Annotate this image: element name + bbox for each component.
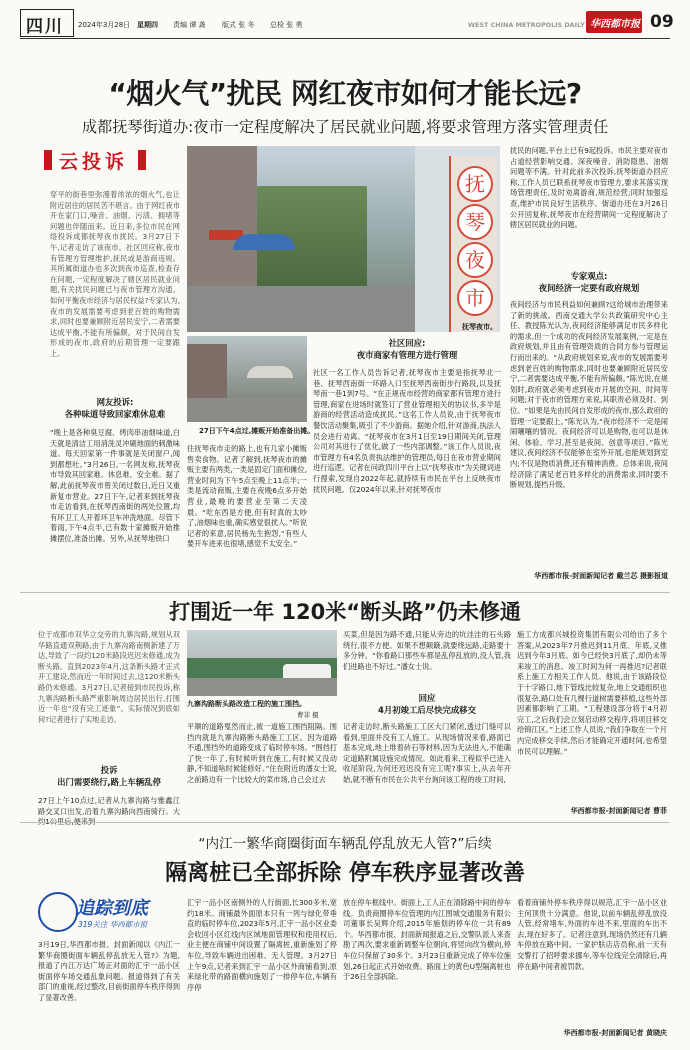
section-rule-2 [20,822,670,823]
photo-night-market [187,146,500,332]
byline-1: 华西都市报-封面新闻记者 戴兰芯 摄影报道 [534,572,668,580]
a2-col3-sub: 回应 4月初竣工后尽快完成移交 [378,693,476,715]
a3-col2-text: 汇宇一品小区南侧外的人行街面,长300多米,宽约18米。商铺最外面原本只有一列与绿化带垂直的临时停车位,2023年5月,汇宇一品小区业委会收回小区红线内区域地面管理权和使用权后,业主便在商铺中间设置了隔离桩,重新施划了停车位,导致车辆进出困难、无人管理。3月27日上午9点,记者来到汇宇一品小区外商铺看到,原来绿化带的路面横向施划了一排停车位,车辆有序停 [187,898,337,992]
sign-char-2: 琴 [457,204,493,240]
header-rule [20,38,670,39]
a2-col1-text: 位于成都市双华立交旁的九寨沟路,规划从双华路直通双荆路,由于九寨沟路南侧新建了万达,导致了一段约120米路段迟迟未修通,成为断头路。直到2023年4月,这条断头路才正式开工建设,然而近一年时间过去,这120米断头路仍未修通。3月27日,记者接到市民投诉,称九寨沟路断头路严重影响周边居民出行,打围近一年也“没有完工迹象”。实际情况到底如何?记者进行了实地走访。 [38,630,180,724]
column-tag-label: 云投诉 [59,151,129,173]
road-surface [187,678,337,696]
brand-logo: 华西都市报 [590,19,640,30]
sign-char-1: 抚 [457,166,493,202]
umbrella-blue [233,234,295,250]
headline-2: 打围近一年 120米“断头路”仍未修通 [169,600,521,624]
sec3-title: 专家观点: 夜间经济一定要有政府规划 [538,271,640,293]
sec2-body: 社区一名工作人员告诉记者,抚琴夜市主要是指抚琴北一巷、抚琴西南街一环路入口至抚琴西南街步行路段,以及抚琴南一巷1到7号。“在正规夜市经营的商家都有管理方进行管理,商家在进场时就签订了营业管理相关的协议书,多半是游商的经营活动造成扰民。”这名工作人员说,由于抚琴夜市餐饮活动聚集,吸引了不少游商。据她介绍,针对游商,执法人员会进行劝离。“抚琴夜市在3月1日至19日期间关闭,管理公司对其进行了优化,做了一些内部调整。”该工作人员说,夜市管理方有4名负责执法维护的管理员,每日在夜市营业期间进行巡逻。记者在问政四川平台上以“抚琴夜市”为关键词进行搜索,发现自2022年起,就持续有市民在平台上反映夜市扰民问题。仅2024年以来,针对抚琴夜市 [313,368,501,494]
byline-3: 华西都市报-封面新闻记者 黄晓庆 [563,1029,667,1037]
sec2-title: 社区回应: 夜市商家有管理方进行管理 [356,338,458,360]
sec1-title: 网友投诉: 各种味道导致回家难休息难 [64,397,166,419]
byline-2: 华西都市报-封面新闻记者 曹菲 [570,807,667,815]
badge-title: 追踪到底 [76,898,148,919]
editor-credit: 责编 谭 龚 [173,21,206,29]
kicker-3: “内江一繁华商圈街面车辆乱停乱放无人管?”后续 [198,836,492,852]
region-label: 四川 [26,17,64,37]
tag-bar-left [44,150,52,170]
badge-ring [38,892,78,932]
a2-col1-tail: 27日上午10点过,记者从九寨沟路与雅鑫江路交叉口出发,沿着九寨沟路向西南骑行。大 [38,796,180,816]
headline-1: “烟火气”扰民 网红夜市如何才能长远? [108,77,582,110]
a3-col4-text: 看着商铺外停车秩序得以规范,汇宇一品小区业主何顶贵十分满意。他说,以前车辆乱停乱放没人管,经常堵车,外面的车进不来,里面的车出不去,现在好多了。记者注意到,现场仍然还有几辆车停放在路中间。一家护肤店店员称,前一天有交警打了招呼要求挪车,等车位线完全清除后,再停在路中间者被罚款。 [517,898,667,971]
a2-col2-text: 平顺的道路戛然而止,被一道施工围挡阻隔。围挡内就是九寨沟路断头路施工工区。因为道路不通,围挡外的道路变成了临时停车场。“围挡打了快一年了,有时候听到在施工,有时候又没动静,不知道啥时候能修好。”住在附近的潘女士说,之前路边有一个比较大的菜市场,自己会过去 [187,722,337,784]
photo3-credit: 曹菲 摄 [297,711,319,719]
right-col-text: 扰民的问题,平台上已有9起投诉。市民主要对夜市占道经营影响交通、深夜噪音、消防隐患、油烟问题等不满。针对此前多次投诉,抚琴街道办回应称,工作人员已联系抚琴夜市管理方,要求其落实现场管理责任,及时劝离游商,规范经营;同时加强巡查,维护市民良好生活秩序。街道办还在3月26日公开回复称,抚琴夜市在经营期间一定程度解决了辖区居民就业的问题。 [510,146,668,230]
section-rule-1 [20,592,670,593]
ground-2 [187,398,307,422]
column-tag [44,146,146,174]
mid-column-text: 往抚琴夜市走的路上,也有几家小摊贩售卖食物。记者了解到,抚琴夜市的摊贩主要有两类,一类是固定门面和摊位,营业时间为下午5点至晚上11点半;一类是流动商贩,主要在夜晚6点多开始营业,最晚的要营业至第二天凌晨。“吃东西是方便,但有时真的太吵了,油烟味也重,确实感觉很扰人。”听说记者的来意,居民杨先生抱怨,“有些人要开车进来也很堵,感觉不太安全。” [187,444,307,549]
intro-text: 穿平的街巷里弥漫着浓浓的烟火气,也让附近居住的居民苦不堪言。由于网红夜市开在家门口,噪音、油烟、污渍、拥堵等问题也伴随而来。近日来,多位市民在网络投诉成都抚琴夜市扰民。3月27日下午,记者走访了该夜市。社区回应称,夜市有管理方管理维护,抚民或是游商违规。其所属街道办也多次到夜市巡查,检查存在问题,一定程度解决了辖区居民就业问题,有关扰民问题已与夜市管理方沟通。如何平衡夜市经济与居民权益?专家认为,夜市的发展需要考虑到老百姓的购物需求,同时也要兼顾附近居民安宁,二者需要达成平衡,不能有所偏颇。对于民间自发形成的夜市,政府的后期管理一定要跟上。 [50,190,180,358]
proof-credit: 总检 张 勇 [270,21,303,29]
a3-col1-text: 3月19日,华西都市报、封面新闻以《内江一繁华商圈街面车辆乱停乱放无人管?》为题,报道了内江万达广场正对面的汇宇一品小区街面停车场交通乱象问题。报道得到了有关部门的重视,经过整改,目前街面停车秩序得到了显著改善。 [38,940,180,1002]
page-number: 09 [650,12,674,32]
umbrella-2 [247,366,293,378]
sign-char-3: 夜 [457,242,493,278]
follow-up-badge [38,892,180,934]
page-header [0,0,690,42]
tag-bar-right [138,150,146,170]
a2-col3-text: 买菜,但是因为路不通,只能从旁边的坑洼洼的石头路绕行,很不方便。如果不想颠簸,就要绕远路,走路要十多分钟。“你看路口那些车都是乱停乱放的,没人管,我们进路也不好过。”潘女士说。 [343,630,511,671]
a2-col3-tail: 记者走访时,断头路施工工区大门紧闭,透过门缝可以看到,里面并没有工人施工。从现场情况来看,路面已基本完成,地上堆着砖石等材料,因为无法进入,不能确定道路附属设施完成情况。如此看来,工程似乎已进入收尾阶段,为何还迟迟没有完工呢?事实上,从去年开始,就不断有市民在公共平台询问该工程的竣工时间, [343,722,511,784]
sec1-body: “晚上是各种臭豆腐、烤肉串油烟味道,白天就是清洁工用消洗灵冲刷地面的刺激味道。每天回家第一件事就是关闭窗户,闻到都想吐。”3月26日,一名网友称,抚琴夜市导致其回家难、休息难、安全难。据了解,此前抚琴夜市曾关闭过数日,近日又重新复市营业。27日下午,记者来到抚琴夜市走访看到,在抚琴西南街的两处位置,均有环卫工人开着环卫车冲洗地面。尽管下着雨,下午4点半,已有数十家摊贩开始推摊摆位,准备出摊。另外,从抚琴地铁口 [50,428,180,543]
subhead-1: 成都抚琴街道办:夜市一定程度解决了居民就业问题,将要求管理方落实管理责任 [81,118,609,136]
photo1-caption: 抚琴夜市。 [462,323,497,331]
a3-col3-text: 放在停车框线中。街面上,工人正在清除路中间的停车线。负责商圈停车位管理的内江图城交通服务有限公司董事长吴辉介绍,2015年施划的停车位一共有89个。华西都市报、封面新闻报道之后,交警队派人来查勘了两次,要求重新调整车位朝向,将竖向改为横向,停车位只保留了30多个。3月23日重新完成了停车位施划,26日起正式开始收费。路面上的黄色U型隔离桩也于26日全部拆除。 [343,898,511,982]
designer-credit: 版式 张 冬 [222,21,255,29]
sec3-body: 夜间经济与市民利益如何兼顾?这给城市治理带来了新的挑战。西南交通大学公共政策研究中心主任、教授陈光认为,夜间经济能够满足市民多样化的需求,但一个成功的夜间经济发展案例,一定是在政府规划,并且由有管理资质的合同方参与管理运行而出来的。“从政府规划来说,夜市的发展需要考虑到老百姓的购物需求,同时也要兼顾附近居民安宁,二者需要达成平衡,不能有所偏颇。”陈光说,在规划时,政府就必须考虑到夜市开展的空间、时间等问题;对于夜市的管理方来说,其职责必须及时、到位。“如果是先由民间自发形成的夜市,那么政府的管理一定要跟上。”陈光认为,“夜市经济不一定是闹闹嚷嚷的情况。夜间经济可以是购物,也可以是休闲、体验、学习,甚至是夜间、创意等项目。”陈光建议,夜间经济不仅能够在室外开展,也能规划到室内;不仅是物质消费,还有精神消费。总体来说,夜间经济除了满足老百姓多样化的消费需求,同时要不断规划,提档升级。 [510,300,668,490]
photo2-caption: 27日下午4点过,摊贩开始准备出摊。 [199,427,315,435]
masthead-watermark: WEST CHINA METROPOLIS DAILY [468,21,585,29]
headline-3: 隔离桩已全部拆除 停车秩序显著改善 [165,861,525,886]
photo-vendors [187,336,307,422]
issue-date: 2024年3月28日 [78,21,131,29]
a2-col4-text: 施工方成都兴城投资集团有限公司给出了多个答案,从2023年7月推迟到11月底、年底,又推迟到今年3月底。如今已经快3月底了,却仍未等来竣工的消息。竣工时间为何一再推迟?记者联系上施工方相关工作人员。他说,由于该路段位于十字路口,地下管线比较复杂,地上交通组织也很复杂,路口处有几棵行道树需要移植,这些外部因素都影响了工期。“工程建设部分将于4月初完工,之后我们会立刻启动移交程序,将项目移交给锦江区。”上述工作人员说,“我们争取在一个月内完成移交手续,然后才能确定开通时间,也希望市民可以理解。” [517,630,667,756]
issue-weekday: 星期四 [137,21,158,29]
badge-sub: 319关注 华西都市报 [78,920,148,929]
photo3-caption: 九寨沟路断头路改造工程的施工围挡。 [187,700,306,708]
sign-char-4: 市 [457,280,493,316]
photo-road-barrier [187,630,337,696]
a2-col1-sub: 投诉 出门需要绕行,路上车辆乱停 [57,765,161,787]
